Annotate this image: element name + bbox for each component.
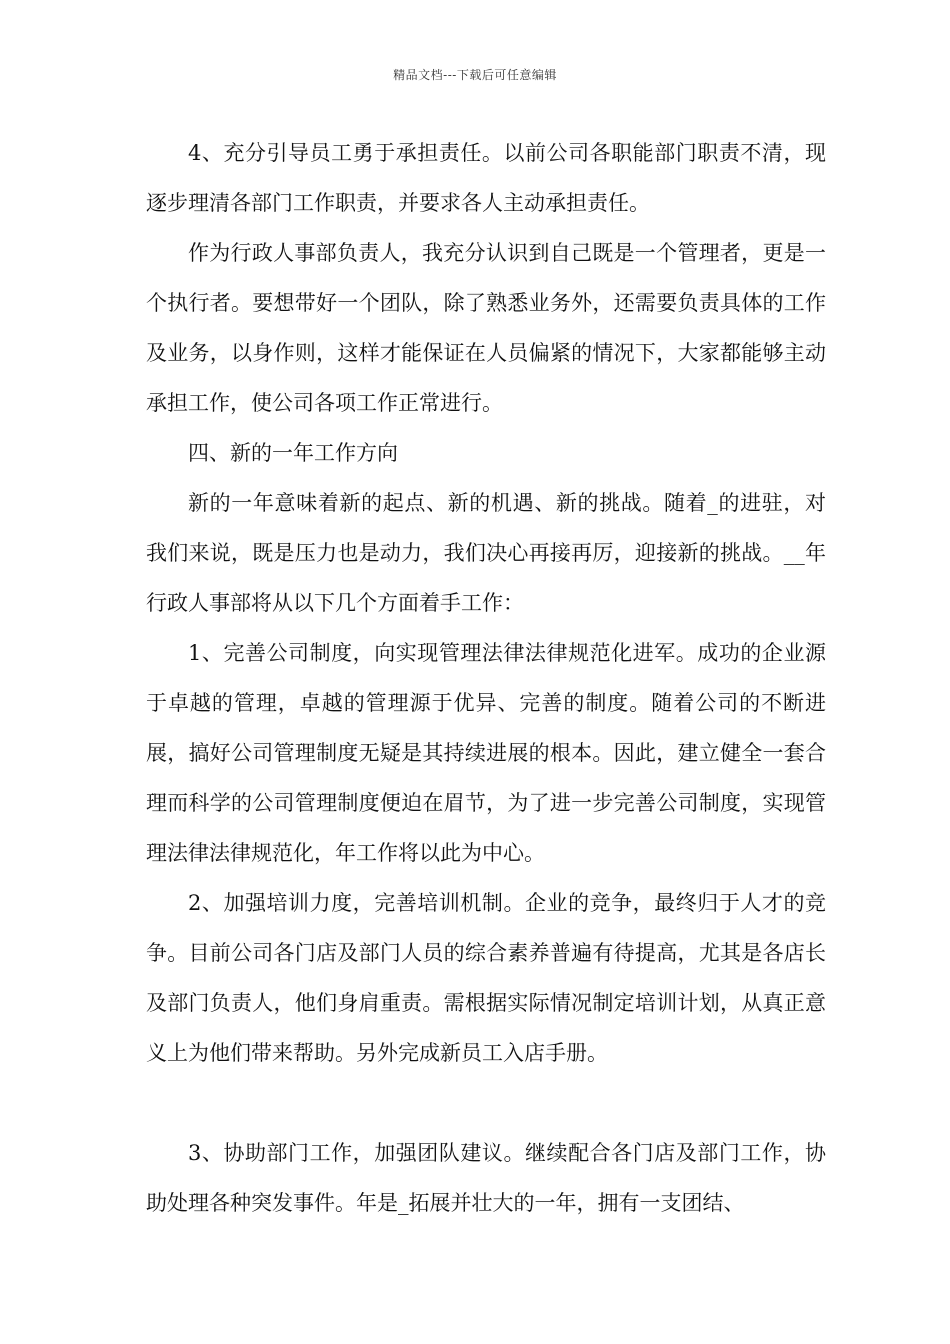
page-header: 精品文档---下载后可任意编辑 — [393, 68, 557, 82]
paragraph-item-4: 4、充分引导员工勇于承担责任。以前公司各职能部门职责不清，现逐步理清各部门工作职责，并要求各人主动承担责任。 — [146, 141, 826, 215]
paragraph-plan-1: 1、完善公司制度，向实现管理法律法律规范化进军。成功的企业源于卓越的管理，卓越的管理源于优异、完善的制度。随着公司的不断进展，搞好公司管理制度无疑是其持续进展的根本。因此，建立健全一套合理而科学的公司管理制度便迫在眉节，为了进一步完善公司制度，实现管理法律法律规范化，年工作将以此为中心。 — [146, 641, 826, 865]
paragraph-plan-2: 2、加强培训力度，完善培训机制。企业的竞争，最终归于人才的竞争。目前公司各门店及部门人员的综合素养普遍有待提高，尤其是各店长及部门负责人，他们身肩重责。需根据实际情况制定培训计划，从真正意义上为他们带来帮助。另外完成新员工入店手册。 — [146, 891, 826, 1065]
paragraph-new-year-intro: 新的一年意味着新的起点、新的机遇、新的挑战。随着_的进驻，对我们来说，既是压力也是动力，我们决心再接再厉，迎接新的挑战。__年行政人事部将从以下几个方面着手工作： — [146, 491, 826, 615]
section-heading-direction: 四、新的一年工作方向 — [188, 441, 398, 465]
paragraph-plan-3: 3、协助部门工作，加强团队建议。继续配合各门店及部门工作，协助处理各种突发事件。年是_拓展并壮大的一年，拥有一支团结、 — [146, 1141, 826, 1215]
paragraph-role-statement: 作为行政人事部负责人，我充分认识到自己既是一个管理者，更是一个执行者。要想带好一个团队，除了熟悉业务外，还需要负责具体的工作及业务，以身作则，这样才能保证在人员偏紧的情况下，大家都能够主动承担工作，使公司各项工作正常进行。 — [146, 241, 826, 415]
document-body — [146, 128, 826, 1228]
